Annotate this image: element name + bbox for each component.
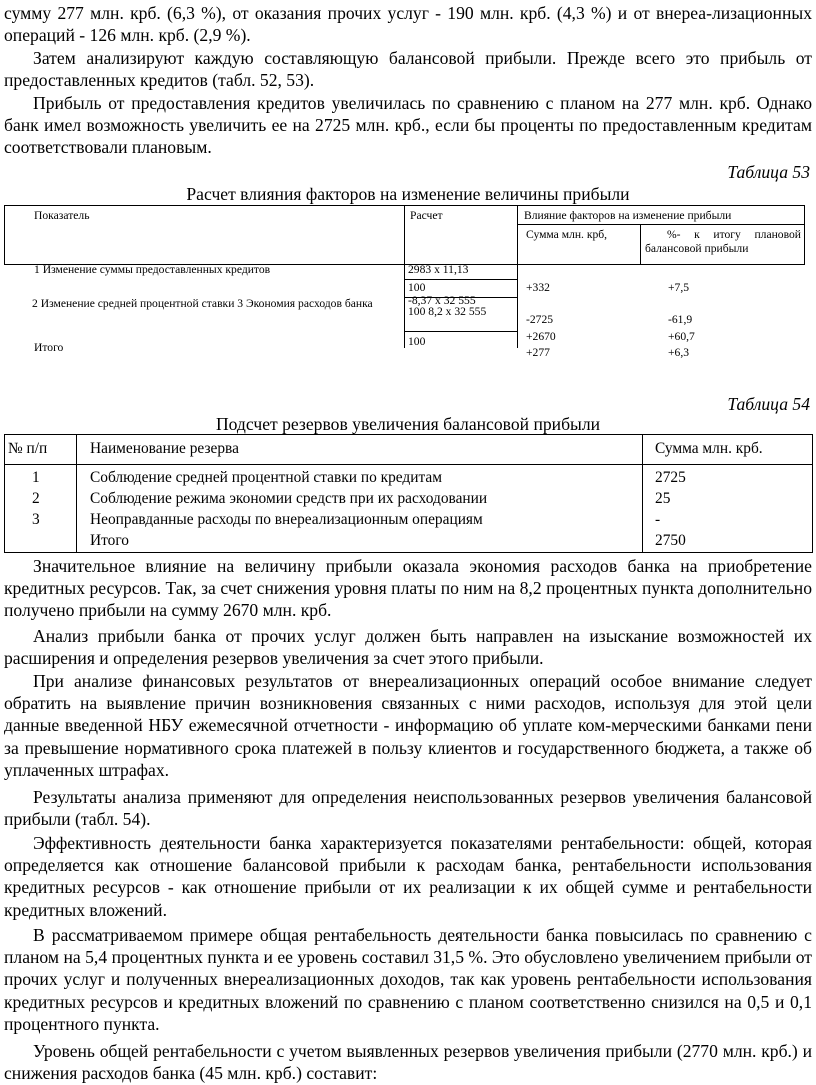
calc-cell: 100 bbox=[408, 335, 426, 348]
row-label: 1 Изменение суммы предоставленных кредитов bbox=[34, 263, 271, 276]
paragraph: При анализе финансовых результатов от внереализационных операций особое внимание следует обратить на выявление причин возникновения связанных с ними расходов, используя для этой цели данные введенной НБУ ежемесячной отчетности - информацию об уплате ком-мерческими банками пени за превышение нормативного срока платежей в пользу клиентов и государственного бюджета, а также об уплаченных штрафах. bbox=[4, 671, 812, 780]
sum-cell: +332 bbox=[526, 281, 550, 294]
paragraph: Результаты анализа применяют для определения неиспользованных резервов увеличения балансовой прибыли (табл. 54). bbox=[4, 787, 812, 830]
row-sum: 25 bbox=[655, 490, 671, 507]
row-name: Неоправданные расходы по внереализационным операциям bbox=[90, 511, 483, 528]
header-calc: Расчет bbox=[410, 209, 443, 222]
calc-cell: 2983 х 11,13 bbox=[408, 263, 469, 276]
row-label: 2 Изменение средней процентной ставки 3 Экономия расходов банка bbox=[32, 297, 373, 310]
row-num: 1 bbox=[32, 469, 40, 486]
row-name: Соблюдение средней процентной ставки по кредитам bbox=[90, 469, 442, 486]
row-num: 2 bbox=[32, 490, 40, 507]
header-name: Наименование резерва bbox=[90, 440, 239, 457]
pct-cell: +60,7 bbox=[668, 330, 695, 343]
paragraph: Анализ прибыли банка от прочих услуг должен быть направлен на изыскание возможностей их расширения и определения резервов увеличения за счет этого прибыли. bbox=[4, 626, 812, 669]
header-pct: %- к итогу плановой балансовой прибыли bbox=[645, 228, 801, 255]
calc-cell: 100 8,2 х 32 555 bbox=[408, 305, 487, 318]
sum-cell: +277 bbox=[526, 346, 550, 359]
table-title: Расчет влияния факторов на изменение величины прибыли bbox=[186, 184, 630, 204]
row-sum: - bbox=[655, 511, 661, 528]
pct-cell: +6,3 bbox=[668, 346, 690, 359]
row-sum: 2750 bbox=[655, 532, 686, 549]
header-indicator: Показатель bbox=[34, 209, 90, 222]
table-title: Подсчет резервов увеличения балансовой прибыли bbox=[215, 414, 601, 434]
paragraph: Эффективность деятельности банка характеризуется показателями рентабельности: общей, которая определяется как отношение балансовой прибыли к расходам банка, рентабельности использования кредитных ресурсов - как отношение прибыли от их реализации к их общей сумме и рентабельности кредитных вложений. bbox=[4, 833, 812, 920]
paragraph: Уровень общей рентабельности с учетом выявленных резервов увеличения прибыли (2770 млн. крб.) и снижения расходов банка (45 млн. крб.) составит: bbox=[4, 1041, 812, 1084]
paragraph: Затем анализируют каждую составляющую балансовой прибыли. Прежде всего это прибыль от предоставленных кредитов (табл. 52, 53). bbox=[4, 48, 812, 91]
pct-cell: +7,5 bbox=[668, 281, 690, 294]
table-caption: Таблица 53 bbox=[727, 162, 810, 182]
paragraph: В рассматриваемом примере общая рентабельность деятельности банка повысилась по сравнению с планом на 5,4 процентных пункта и ее уровень составил 31,5 %. Это обусловлено увеличением прибыли от прочих услуг и полученных внереализационных доходов, так как уровень рентабельности использования кредитных ресурсов и кредитных вложений по сравнению с планом соответственно снизился на 0,5 и 0,1 процентного пункта. bbox=[4, 925, 812, 1034]
sum-cell: -2725 bbox=[526, 313, 554, 326]
calc-cell: 100 bbox=[408, 281, 426, 294]
paragraph: Значительное влияние на величину прибыли оказала экономия расходов банка на приобретение кредитных ресурсов. Так, за счет снижения уровня платы по ним на 8,2 процентных пункта дополнительно получено прибыли на сумму 2670 млн. крб. bbox=[4, 556, 812, 621]
row-name: Итого bbox=[90, 532, 129, 549]
calc-cell: -8,37 х 32 555 bbox=[408, 294, 476, 307]
header-sum: Сумма млн. крб. bbox=[655, 440, 763, 457]
pct-cell: -61,9 bbox=[668, 313, 693, 326]
paragraph: сумму 277 млн. крб. (6,3 %), от оказания прочих услуг - 190 млн. крб. (4,3 %) и от внереа-лизационных операций - 126 млн. крб. (2,9 %). bbox=[4, 3, 812, 46]
table-caption: Таблица 54 bbox=[727, 394, 810, 414]
sum-cell: +2670 bbox=[526, 330, 556, 343]
row-sum: 2725 bbox=[655, 469, 686, 486]
row-name: Соблюдение режима экономии средств при их расходовании bbox=[90, 490, 488, 507]
paragraph: Прибыль от предоставления кредитов увеличилась по сравнению с планом на 277 млн. крб. Однако банк имел возможность увеличить ее на 2725 млн. крб., если бы проценты по предоставленным кредитам соответствовали плановым. bbox=[4, 93, 812, 158]
row-num: 3 bbox=[32, 511, 40, 528]
header-num: № п/п bbox=[8, 440, 48, 457]
header-sum: Сумма млн. крб, bbox=[526, 228, 608, 241]
header-influence: Влияние факторов на изменение прибыли bbox=[524, 209, 732, 222]
row-label-total: Итого bbox=[34, 341, 64, 354]
